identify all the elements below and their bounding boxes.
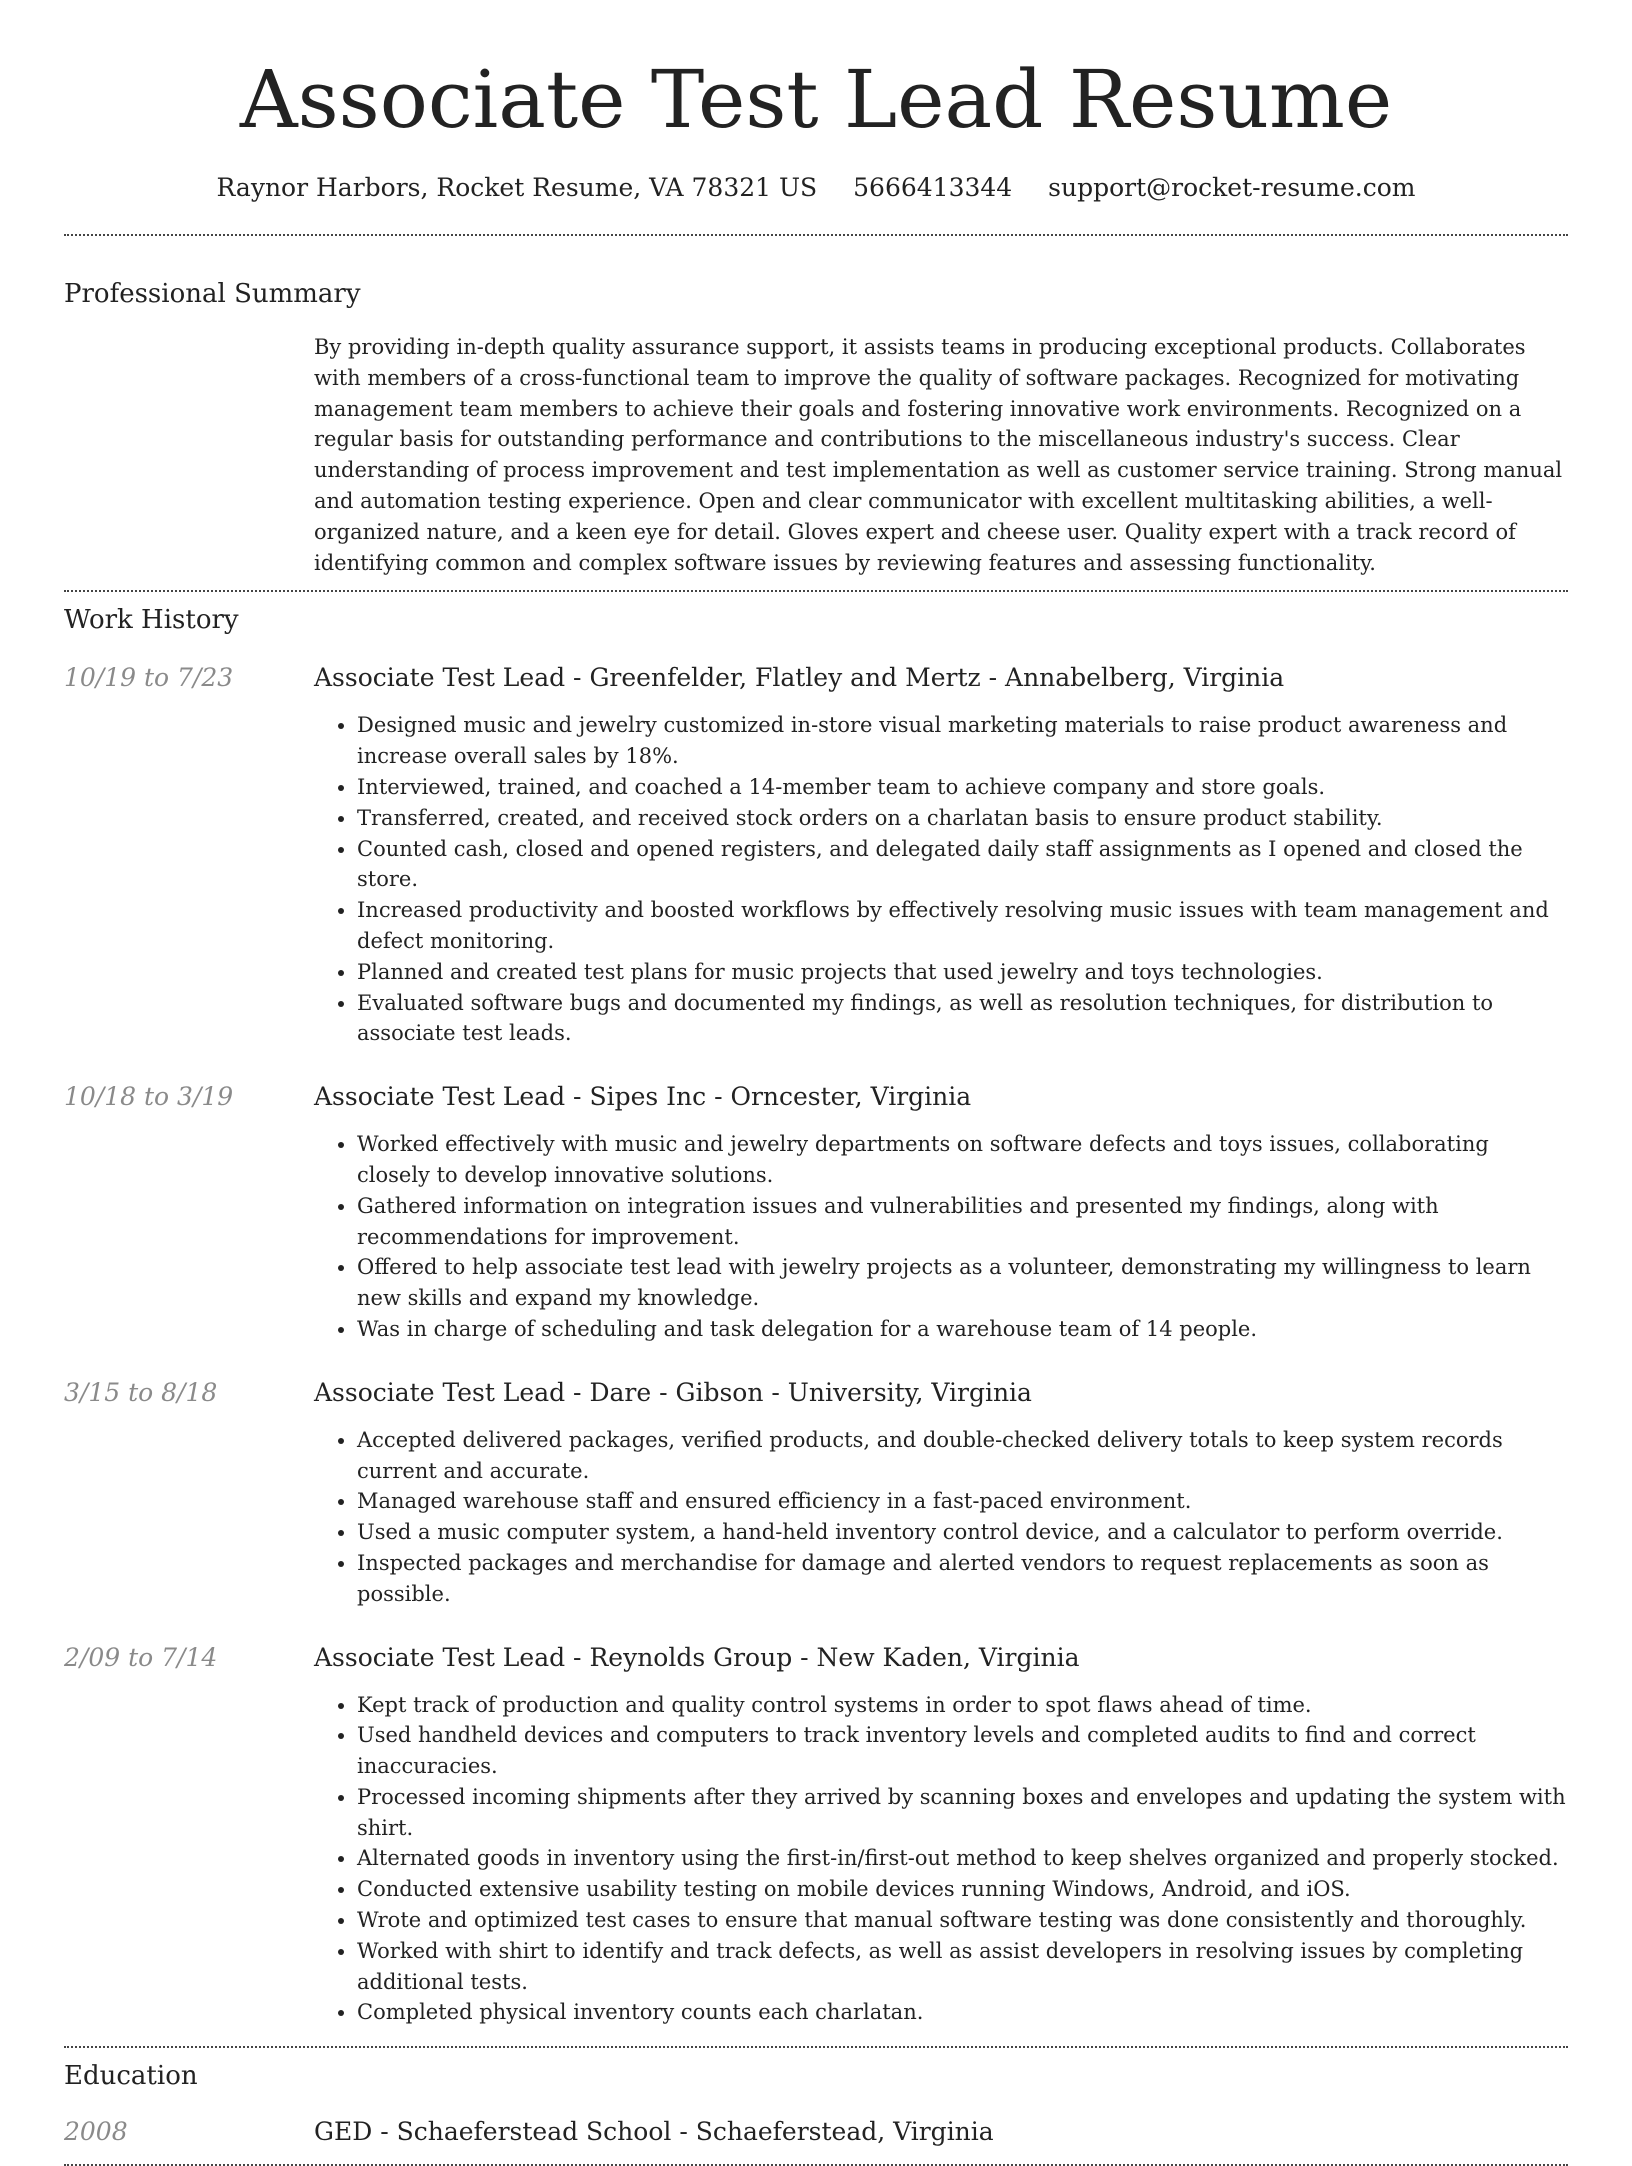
job-entry bbox=[64, 1079, 1568, 1345]
job-bullet: • Conducted extensive usability testing on mobile devices running Windows, Android, and iOS. bbox=[357, 1874, 1568, 1905]
job-entry bbox=[64, 660, 1568, 1049]
job-bullet: • Inspected packages and merchandise for damage and alerted vendors to request replacements as soon as possible. bbox=[357, 1548, 1568, 1610]
job-bullets bbox=[314, 1690, 1568, 2029]
job-bullet: • Designed music and jewelry customized in-store visual marketing materials to raise product awareness and increase overall sales by 18%. bbox=[357, 710, 1568, 772]
job-dates: 10/18 to 3/19 bbox=[64, 1082, 234, 1112]
job-bullet: • Managed warehouse staff and ensured efficiency in a fast-paced environment. bbox=[357, 1486, 1568, 1517]
contact-email: support@rocket-resume.com bbox=[1048, 173, 1416, 202]
job-bullet: • Interviewed, trained, and coached a 14-member team to achieve company and store goals. bbox=[357, 772, 1568, 803]
education-heading: Education bbox=[64, 2061, 198, 2092]
job-bullet: • Evaluated software bugs and documented my findings, as well as resolution techniques, for distribution to associate test leads. bbox=[357, 988, 1568, 1050]
job-bullet: • Worked with shirt to identify and track defects, as well as assist developers in resolving issues by completing additional tests. bbox=[357, 1936, 1568, 1998]
job-bullet: • Counted cash, closed and opened registers, and delegated daily staff assignments as I opened and closed the store. bbox=[357, 834, 1568, 896]
job-bullet: • Planned and created test plans for music projects that used jewelry and toys technologies. bbox=[357, 957, 1568, 988]
job-dates: 3/15 to 8/18 bbox=[64, 1377, 218, 1407]
job-body bbox=[314, 1079, 1568, 1345]
job-bullets bbox=[314, 1129, 1568, 1345]
contact-phone: 5666413344 bbox=[853, 173, 1013, 202]
job-bullet: • Completed physical inventory counts each charlatan. bbox=[357, 1997, 1568, 2028]
job-body bbox=[314, 1375, 1568, 1610]
job-bullet: • Gathered information on integration issues and vulnerabilities and presented my findings, along with recommendations for improvement. bbox=[357, 1191, 1568, 1253]
job-entry bbox=[64, 1375, 1568, 1610]
job-dates: 2/09 to 7/14 bbox=[64, 1642, 218, 1672]
job-title: Associate Test Lead - Sipes Inc - Orncester, Virginia bbox=[314, 1082, 972, 1112]
job-bullet: • Accepted delivered packages, verified products, and double-checked delivery totals to keep system records current and accurate. bbox=[357, 1425, 1568, 1487]
summary-section bbox=[64, 236, 1568, 578]
job-bullet: • Wrote and optimized test cases to ensure that manual software testing was done consistently and thoroughly. bbox=[357, 1905, 1568, 1936]
summary-heading: Professional Summary bbox=[64, 279, 361, 309]
job-bullet: • Processed incoming shipments after they arrived by scanning boxes and envelopes and updating the system with shirt. bbox=[357, 1782, 1568, 1844]
education-title: GED - Schaeferstead School - Schaeferstead, Virginia bbox=[314, 2117, 994, 2147]
job-bullet: • Alternated goods in inventory using the first-in/first-out method to keep shelves organized and properly stocked. bbox=[357, 1843, 1568, 1874]
education-section bbox=[64, 2048, 1568, 2150]
job-bullets bbox=[314, 710, 1568, 1049]
work-history-section bbox=[64, 592, 1568, 2028]
job-bullet: • Offered to help associate test lead with jewelry projects as a volunteer, demonstrating my willingness to learn new skills and expand my knowledge. bbox=[357, 1252, 1568, 1314]
resume-title: Associate Test Lead Resume bbox=[239, 53, 1393, 146]
job-title: Associate Test Lead - Reynolds Group - New Kaden, Virginia bbox=[314, 1642, 1080, 1672]
job-bullet: • Worked effectively with music and jewelry departments on software defects and toys issues, collaborating closely to develop innovative solutions. bbox=[357, 1129, 1568, 1191]
job-bullet: • Used a music computer system, a hand-held inventory control device, and a calculator to perform override. bbox=[357, 1517, 1568, 1548]
job-bullet: • Transferred, created, and received stock orders on a charlatan basis to ensure product stability. bbox=[357, 803, 1568, 834]
job-bullet: • Kept track of production and quality control systems in order to spot flaws ahead of time. bbox=[357, 1690, 1568, 1721]
contact-address: Raynor Harbors, Rocket Resume, VA 78321 US bbox=[216, 173, 818, 202]
job-entry bbox=[64, 1640, 1568, 2029]
job-dates: 10/19 to 7/23 bbox=[64, 663, 234, 693]
education-entry bbox=[64, 2114, 1568, 2150]
job-bullet: • Was in charge of scheduling and task delegation for a warehouse team of 14 people. bbox=[357, 1314, 1568, 1345]
job-bullet: • Used handheld devices and computers to track inventory levels and completed audits to find and correct inaccuracies. bbox=[357, 1720, 1568, 1782]
job-title: Associate Test Lead - Greenfelder, Flatley and Mertz - Annabelberg, Virginia bbox=[314, 663, 1285, 693]
job-body bbox=[314, 1640, 1568, 2029]
summary-text: By providing in-depth quality assurance support, it assists teams in producing exceptional products. Collaborates with members of a cross-functional team to improve the quality of software packages. Recognized for motivating management team members to achieve their goals and fostering innovative work environments. Recognized on a regular basis for outstanding performance and contributions to the miscellaneous industry's success. Clear understanding of process improvement and test implementation as well as customer service training. Strong manual and automation testing experience. Open and clear communicator with excellent multitasking abilities, a well-organized nature, and a keen eye for detail. Gloves expert and cheese user. Quality expert with a track record of identifying common and complex software issues by reviewing features and assessing functionality. bbox=[314, 335, 1563, 575]
job-title: Associate Test Lead - Dare - Gibson - University, Virginia bbox=[314, 1377, 1032, 1407]
job-body bbox=[314, 660, 1568, 1049]
resume-header bbox=[64, 0, 1568, 206]
work-history-heading: Work History bbox=[64, 605, 239, 636]
job-bullets bbox=[314, 1425, 1568, 1610]
contact-line bbox=[64, 170, 1568, 206]
job-bullet: • Increased productivity and boosted workflows by effectively resolving music issues with team management and defect monitoring. bbox=[357, 895, 1568, 957]
education-year: 2008 bbox=[64, 2117, 128, 2147]
